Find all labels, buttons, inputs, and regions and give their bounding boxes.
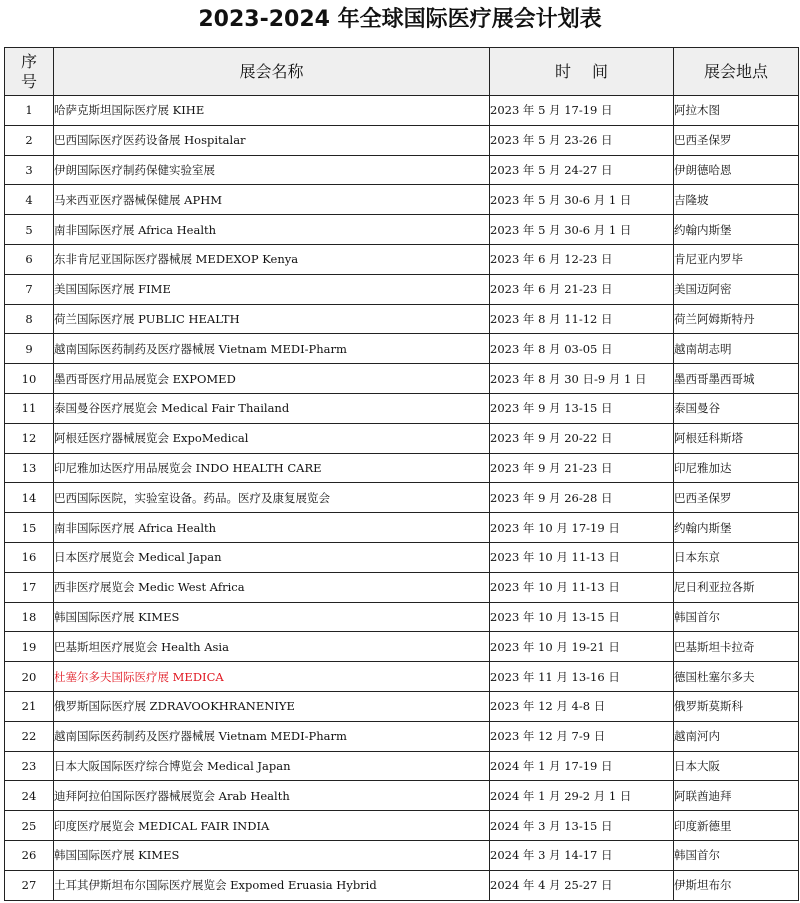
header-serial-number [5, 48, 54, 96]
row-serial-number: 24 [5, 781, 54, 811]
table-row [5, 96, 799, 126]
row-serial-number: 13 [5, 453, 54, 483]
row-serial-number: 6 [5, 244, 54, 274]
row-expo-name: 印度医疗展览会 MEDICAL FAIR INDIA [54, 811, 490, 841]
row-expo-name: 俄罗斯国际医疗展 ZDRAVOOKHRANENIYE [54, 691, 490, 721]
row-time: 2024 年 3 月 13-15 日 [490, 811, 674, 841]
row-expo-name: 伊朗国际医疗制药保健实验室展 [54, 155, 490, 185]
row-location: 越南河内 [674, 721, 799, 751]
row-location: 阿拉木图 [674, 96, 799, 126]
table-row [5, 393, 799, 423]
row-expo-name: 南非国际医疗展 Africa Health [54, 215, 490, 245]
row-time: 2023 年 10 月 11-13 日 [490, 542, 674, 572]
row-location: 巴西圣保罗 [674, 125, 799, 155]
row-location: 韩国首尔 [674, 840, 799, 870]
row-time: 2023 年 5 月 23-26 日 [490, 125, 674, 155]
table-row [5, 632, 799, 662]
row-time: 2023 年 12 月 7-9 日 [490, 721, 674, 751]
row-location: 俄罗斯莫斯科 [674, 691, 799, 721]
row-location: 约翰内斯堡 [674, 513, 799, 543]
table-row [5, 572, 799, 602]
row-location: 韩国首尔 [674, 602, 799, 632]
row-time: 2023 年 10 月 11-13 日 [490, 572, 674, 602]
table-row [5, 125, 799, 155]
row-location: 巴基斯坦卡拉奇 [674, 632, 799, 662]
row-location: 肯尼亚内罗毕 [674, 244, 799, 274]
row-time: 2023 年 9 月 26-28 日 [490, 483, 674, 513]
table-row [5, 542, 799, 572]
row-expo-name: 日本大阪国际医疗综合博览会 Medical Japan [54, 751, 490, 781]
row-location: 吉隆坡 [674, 185, 799, 215]
row-serial-number: 19 [5, 632, 54, 662]
row-serial-number: 4 [5, 185, 54, 215]
table-row [5, 662, 799, 692]
row-time: 2023 年 10 月 19-21 日 [490, 632, 674, 662]
row-location: 阿联酋迪拜 [674, 781, 799, 811]
table-row [5, 155, 799, 185]
row-location: 尼日利亚拉各斯 [674, 572, 799, 602]
row-location: 阿根廷科斯塔 [674, 423, 799, 453]
row-serial-number: 8 [5, 304, 54, 334]
row-expo-name: 东非肯尼亚国际医疗器械展 MEDEXOP Kenya [54, 244, 490, 274]
row-serial-number: 14 [5, 483, 54, 513]
row-location: 印度新德里 [674, 811, 799, 841]
row-expo-name: 杜塞尔多夫国际医疗展 MEDICA [54, 662, 490, 692]
row-serial-number: 2 [5, 125, 54, 155]
row-serial-number: 9 [5, 334, 54, 364]
row-location: 墨西哥墨西哥城 [674, 364, 799, 394]
row-serial-number: 26 [5, 840, 54, 870]
row-time: 2023 年 5 月 30-6 月 1 日 [490, 185, 674, 215]
table-row [5, 602, 799, 632]
row-location: 德国杜塞尔多夫 [674, 662, 799, 692]
row-time: 2023 年 10 月 13-15 日 [490, 602, 674, 632]
row-time: 2023 年 8 月 03-05 日 [490, 334, 674, 364]
row-expo-name: 韩国国际医疗展 KIMES [54, 602, 490, 632]
table-row [5, 483, 799, 513]
table-row [5, 453, 799, 483]
row-time: 2023 年 9 月 13-15 日 [490, 393, 674, 423]
row-expo-name: 巴西国际医院，实验室设备。药品。医疗及康复展览会 [54, 483, 490, 513]
row-time: 2023 年 10 月 17-19 日 [490, 513, 674, 543]
row-serial-number: 15 [5, 513, 54, 543]
row-location: 伊斯坦布尔 [674, 870, 799, 900]
row-expo-name: 西非医疗展览会 Medic West Africa [54, 572, 490, 602]
row-location: 美国迈阿密 [674, 274, 799, 304]
table-header-row [5, 48, 799, 96]
row-time: 2023 年 6 月 21-23 日 [490, 274, 674, 304]
row-serial-number: 10 [5, 364, 54, 394]
table-row [5, 215, 799, 245]
row-serial-number: 18 [5, 602, 54, 632]
row-location: 日本东京 [674, 542, 799, 572]
row-serial-number: 22 [5, 721, 54, 751]
row-expo-name: 巴基斯坦医疗展览会 Health Asia [54, 632, 490, 662]
row-expo-name: 日本医疗展览会 Medical Japan [54, 542, 490, 572]
row-expo-name: 巴西国际医疗医药设备展 Hospitalar [54, 125, 490, 155]
row-time: 2024 年 3 月 14-17 日 [490, 840, 674, 870]
table-row [5, 781, 799, 811]
header-expo-name: 展会名称 [54, 48, 490, 96]
row-time: 2023 年 12 月 4-8 日 [490, 691, 674, 721]
row-serial-number: 11 [5, 393, 54, 423]
row-time: 2024 年 1 月 29-2 月 1 日 [490, 781, 674, 811]
row-expo-name: 哈萨克斯坦国际医疗展 KIHE [54, 96, 490, 126]
row-serial-number: 17 [5, 572, 54, 602]
row-time: 2023 年 9 月 21-23 日 [490, 453, 674, 483]
table-row [5, 870, 799, 900]
table-row [5, 513, 799, 543]
row-time: 2023 年 8 月 30 日-9 月 1 日 [490, 364, 674, 394]
header-location: 展会地点 [674, 48, 799, 96]
row-expo-name: 南非国际医疗展 Africa Health [54, 513, 490, 543]
header-serial-line2: 号 [20, 71, 37, 91]
row-time: 2023 年 9 月 20-22 日 [490, 423, 674, 453]
row-location: 荷兰阿姆斯特丹 [674, 304, 799, 334]
table-row [5, 751, 799, 781]
row-serial-number: 1 [5, 96, 54, 126]
table-row [5, 334, 799, 364]
table-row [5, 244, 799, 274]
row-location: 约翰内斯堡 [674, 215, 799, 245]
row-expo-name: 越南国际医药制药及医疗器械展 Vietnam MEDI-Pharm [54, 334, 490, 364]
row-location: 伊朗德哈恩 [674, 155, 799, 185]
expo-schedule-table [4, 47, 799, 901]
row-location: 日本大阪 [674, 751, 799, 781]
row-time: 2023 年 8 月 11-12 日 [490, 304, 674, 334]
row-expo-name: 阿根廷医疗器械展览会 ExpoMedical [54, 423, 490, 453]
row-serial-number: 7 [5, 274, 54, 304]
row-serial-number: 25 [5, 811, 54, 841]
row-time: 2023 年 5 月 30-6 月 1 日 [490, 215, 674, 245]
table-row [5, 721, 799, 751]
row-time: 2023 年 11 月 13-16 日 [490, 662, 674, 692]
row-expo-name: 荷兰国际医疗展 PUBLIC HEALTH [54, 304, 490, 334]
row-location: 越南胡志明 [674, 334, 799, 364]
row-location: 巴西圣保罗 [674, 483, 799, 513]
row-serial-number: 3 [5, 155, 54, 185]
table-row [5, 274, 799, 304]
row-expo-name: 越南国际医药制药及医疗器械展 Vietnam MEDI-Pharm [54, 721, 490, 751]
row-serial-number: 20 [5, 662, 54, 692]
row-time: 2024 年 1 月 17-19 日 [490, 751, 674, 781]
table-row [5, 304, 799, 334]
row-time: 2023 年 5 月 17-19 日 [490, 96, 674, 126]
row-location: 泰国曼谷 [674, 393, 799, 423]
table-row [5, 364, 799, 394]
table-row [5, 423, 799, 453]
row-time: 2024 年 4 月 25-27 日 [490, 870, 674, 900]
row-serial-number: 16 [5, 542, 54, 572]
row-expo-name: 墨西哥医疗用品展览会 EXPOMED [54, 364, 490, 394]
row-serial-number: 5 [5, 215, 54, 245]
row-location: 印尼雅加达 [674, 453, 799, 483]
table-row [5, 840, 799, 870]
row-expo-name: 迪拜阿拉伯国际医疗器械展览会 Arab Health [54, 781, 490, 811]
row-expo-name: 土耳其伊斯坦布尔国际医疗展览会 Expomed Eruasia Hybrid [54, 870, 490, 900]
table-row [5, 811, 799, 841]
header-time: 时 间 [490, 48, 674, 96]
row-expo-name: 印尼雅加达医疗用品展览会 INDO HEALTH CARE [54, 453, 490, 483]
row-time: 2023 年 5 月 24-27 日 [490, 155, 674, 185]
header-serial-line1: 序 [20, 51, 37, 71]
page-title: 2023-2024 年全球国际医疗展会计划表 [198, 7, 602, 32]
table-row [5, 185, 799, 215]
row-time: 2023 年 6 月 12-23 日 [490, 244, 674, 274]
row-expo-name: 韩国国际医疗展 KIMES [54, 840, 490, 870]
row-serial-number: 12 [5, 423, 54, 453]
row-expo-name: 美国国际医疗展 FIME [54, 274, 490, 304]
table-row [5, 691, 799, 721]
row-serial-number: 27 [5, 870, 54, 900]
row-serial-number: 21 [5, 691, 54, 721]
table-body [5, 96, 799, 901]
row-expo-name: 马来西亚医疗器械保健展 APHM [54, 185, 490, 215]
row-serial-number: 23 [5, 751, 54, 781]
row-expo-name: 泰国曼谷医疗展览会 Medical Fair Thailand [54, 393, 490, 423]
